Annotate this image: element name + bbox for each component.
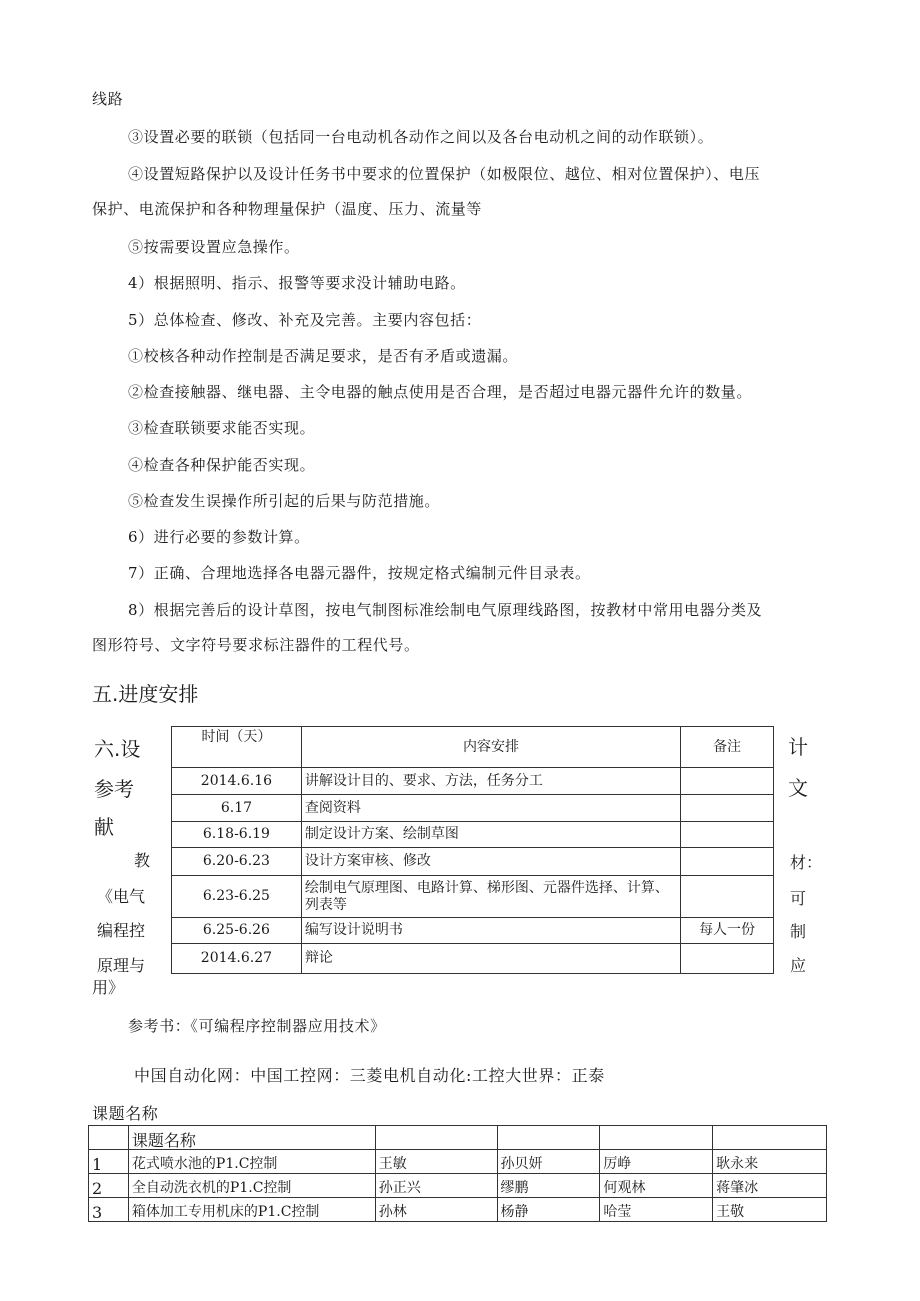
- note-cell: [681, 768, 774, 795]
- side-fragment: 《电气: [97, 887, 146, 906]
- member-cell: 杨静: [497, 1198, 600, 1222]
- side-fragment: 六.设: [94, 737, 141, 761]
- time-cell: 2014.6.16: [172, 768, 302, 795]
- side-fragment: 编程控: [97, 921, 146, 940]
- side-fragment: 材：: [790, 853, 823, 872]
- member-cell: 何观林: [600, 1174, 713, 1198]
- side-fragment: 参考: [94, 777, 134, 801]
- topic-name: 箱体加工专用机床的P1.C控制: [128, 1198, 375, 1222]
- side-fragment: 文: [788, 776, 808, 800]
- topics-label: 课题名称: [92, 1104, 159, 1123]
- side-fragment: 可: [790, 889, 807, 908]
- note-cell: 每人一份: [681, 918, 774, 944]
- side-fragment: 献: [94, 815, 114, 839]
- member-cell: 孙正兴: [375, 1174, 497, 1198]
- member-cell: 厉峥: [600, 1150, 713, 1174]
- text-line: ①校核各种动作控制是否满足要求，是否有矛盾或遗漏。: [128, 347, 519, 365]
- text-line: ⑤按需要设置应急操作。: [128, 238, 300, 256]
- text-line: 6）进行必要的参数计算。: [128, 528, 310, 546]
- time-cell: 6.20-6.23: [172, 848, 302, 876]
- reference-book: 参考书：《可编程序控制器应用技术》: [128, 1017, 386, 1035]
- topics-table: [88, 1125, 827, 1222]
- member-header: [375, 1126, 497, 1150]
- text-line: ④检查各种保护能否实现。: [128, 456, 316, 474]
- table-row: [172, 822, 774, 848]
- topic-name: 全自动洗衣机的P1.C控制: [128, 1174, 375, 1198]
- table-header-row: [89, 1126, 827, 1150]
- table-row: [172, 944, 774, 974]
- column-header-content: 内容安排: [301, 727, 680, 768]
- member-cell: 蒋肇冰: [713, 1174, 827, 1198]
- text-line: 图形符号、文字符号要求标注器件的工程代号。: [92, 636, 420, 654]
- number-header: [89, 1126, 129, 1150]
- text-line: ④设置短路保护以及设计任务书中要求的位置保护（如极限位、越位、相对位置保护）、电压: [128, 165, 761, 183]
- table-row: [172, 876, 774, 918]
- row-number: 2: [89, 1174, 129, 1198]
- member-cell: 孙贝妍: [497, 1150, 600, 1174]
- table-row: [89, 1198, 827, 1222]
- content-cell: 绘制电气原理图、电路计算、梯形图、元器件选择、计算、列表等: [301, 876, 680, 918]
- schedule-table: [171, 726, 774, 974]
- text-line: 4）根据照明、指示、报警等要求没计辅助电路。: [128, 274, 466, 292]
- text-line: ②检查接触器、继电器、主令电器的触点使用是否合理，是否超过电器元器件允许的数量。: [128, 383, 753, 401]
- time-cell: 6.17: [172, 795, 302, 822]
- note-cell: [681, 944, 774, 974]
- member-header: [600, 1126, 713, 1150]
- column-header-topic: 课题名称: [128, 1126, 375, 1150]
- side-fragment: 用》: [92, 978, 125, 997]
- table-row: [89, 1150, 827, 1174]
- side-fragment: 教: [134, 851, 151, 870]
- topic-name: 花式喷水池的P1.C控制: [128, 1150, 375, 1174]
- member-cell: 王敬: [713, 1198, 827, 1222]
- note-cell: [681, 848, 774, 876]
- member-cell: 孙林: [375, 1198, 497, 1222]
- note-cell: [681, 822, 774, 848]
- member-cell: 耿永来: [713, 1150, 827, 1174]
- text-line: ③检查联锁要求能否实现。: [128, 419, 316, 437]
- reference-websites: 中国自动化网：中国工控网：三菱电机自动化:工控大世界：正泰: [134, 1066, 605, 1085]
- content-cell: 制定设计方案、绘制草图: [301, 822, 680, 848]
- member-cell: 王敏: [375, 1150, 497, 1174]
- text-line: 7）正确、合理地选择各电器元器件，按规定格式编制元件目录表。: [128, 564, 591, 582]
- row-number: 3: [89, 1198, 129, 1222]
- side-fragment: 应: [790, 956, 807, 975]
- column-header-time: 时间（天）: [172, 727, 302, 768]
- member-cell: 缪鹏: [497, 1174, 600, 1198]
- content-cell: 查阅资料: [301, 795, 680, 822]
- table-row: [172, 848, 774, 876]
- table-row: [172, 795, 774, 822]
- side-fragment: 计: [788, 735, 808, 759]
- text-line: 保护、电流保护和各种物理量保护（温度、压力、流量等: [92, 200, 483, 218]
- table-row: [89, 1174, 827, 1198]
- section-title: 五.进度安排: [92, 682, 199, 706]
- content-cell: 设计方案审核、修改: [301, 848, 680, 876]
- side-fragment: 原理与: [97, 956, 146, 975]
- column-header-note: 备注: [681, 727, 774, 768]
- time-cell: 6.25-6.26: [172, 918, 302, 944]
- member-cell: 哈莹: [600, 1198, 713, 1222]
- content-cell: 辩论: [301, 944, 680, 974]
- time-cell: 6.23-6.25: [172, 876, 302, 918]
- table-header-row: [172, 727, 774, 768]
- text-line: 5）总体检查、修改、补充及完善。主要内容包括：: [128, 311, 482, 329]
- content-cell: 讲解设计目的、要求、方法，任务分工: [301, 768, 680, 795]
- text-line: 8）根据完善后的设计草图，按电气制图标准绘制电气原理线路图，按教材中常用电器分类及: [128, 601, 763, 619]
- member-header: [497, 1126, 600, 1150]
- table-row: [172, 768, 774, 795]
- side-fragment: 制: [790, 922, 807, 941]
- time-cell: 6.18-6.19: [172, 822, 302, 848]
- text-line: ⑤检查发生误操作所引起的后果与防范措施。: [128, 492, 441, 510]
- note-cell: [681, 876, 774, 918]
- text-line: ③设置必要的联锁（包括同一台电动机各动作之间以及各台电动机之间的动作联锁）。: [128, 128, 714, 146]
- text-line: 线路: [92, 90, 124, 108]
- row-number: 1: [89, 1150, 129, 1174]
- table-row: [172, 918, 774, 944]
- member-header: [713, 1126, 827, 1150]
- content-cell: 编写设计说明书: [301, 918, 680, 944]
- time-cell: 2014.6.27: [172, 944, 302, 974]
- note-cell: [681, 795, 774, 822]
